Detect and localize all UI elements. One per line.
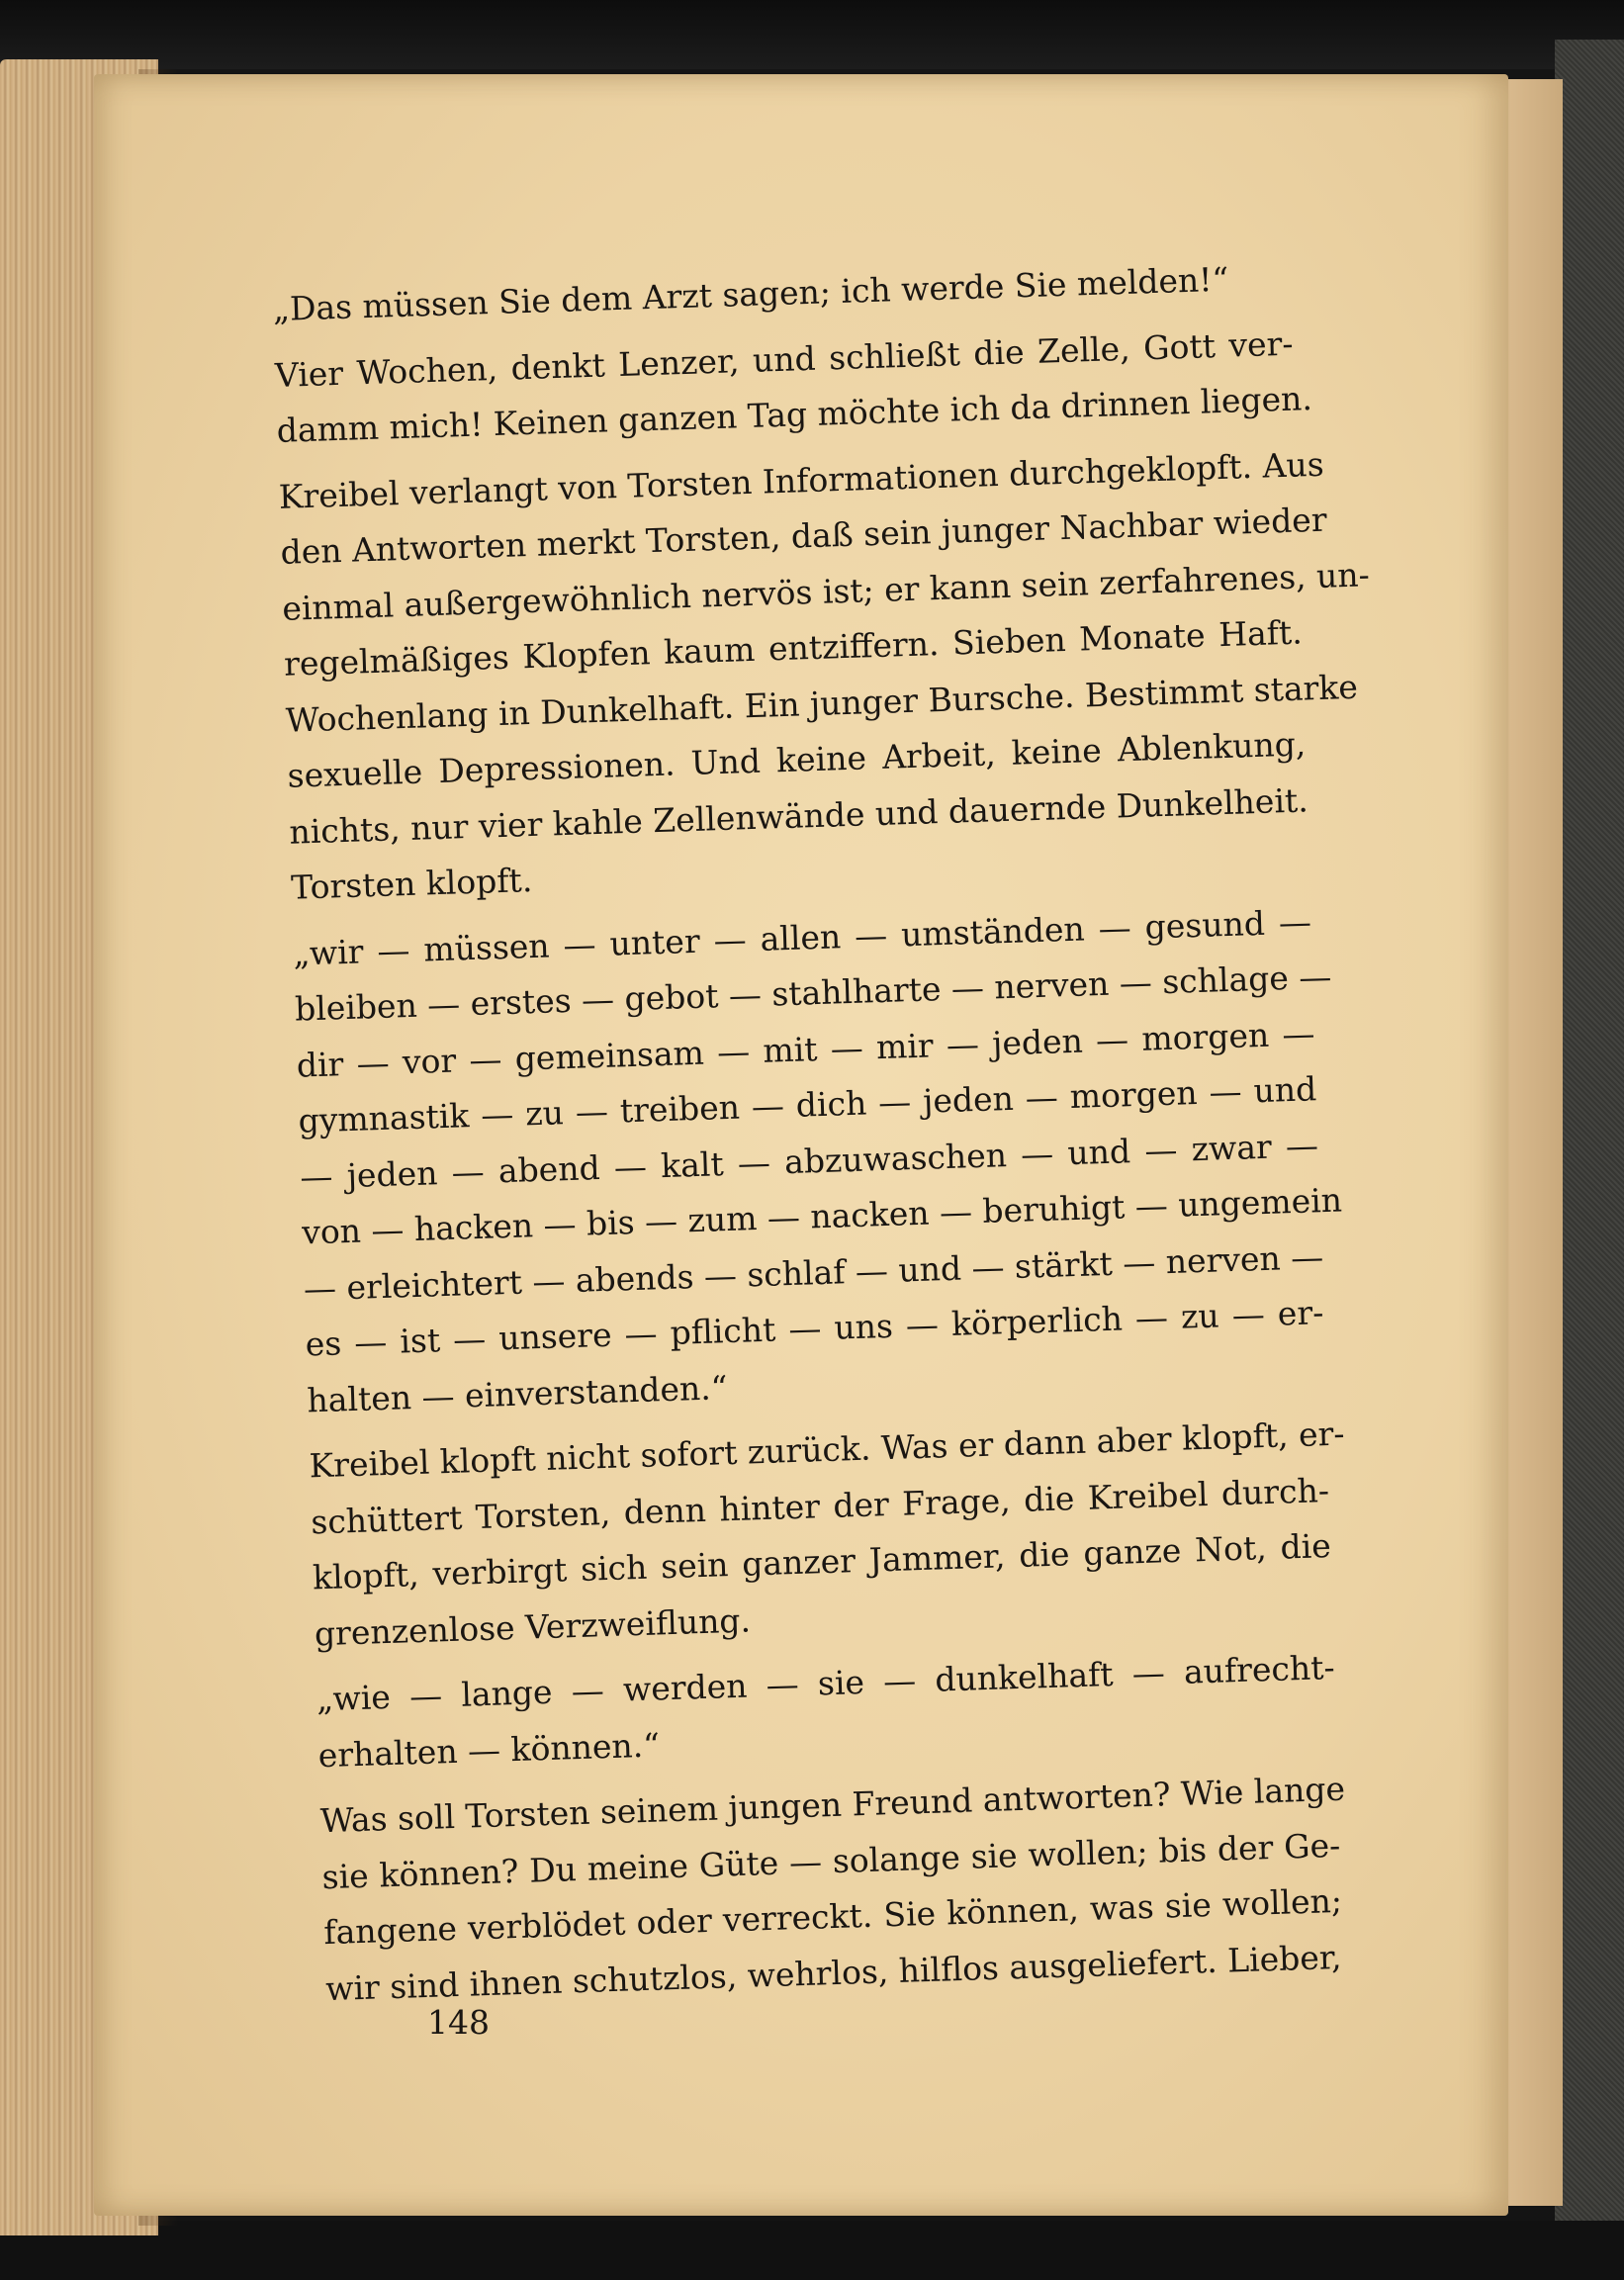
text-line: „Das müssen Sie dem Arzt sagen; ich werde Sie melden!“ — [272, 259, 1229, 328]
text-line: „wie — lange — werden — sie — dunkelhaft — aufrecht- — [316, 1647, 1336, 1719]
paragraph — [278, 432, 1459, 916]
text-line: klopft, verbirgt sich sein ganzer Jammer, die ganze Not, die — [312, 1526, 1332, 1597]
text-line: Wochenlang in Dunkelhaft. Ein junger Bursche. Bestimmt starke — [285, 667, 1359, 740]
text-line: wir sind ihnen schutzlos, wehrlos, hilflos ausgeliefert. Lieber, — [324, 1937, 1343, 2008]
text-line: Kreibel verlangt von Torsten Informationen durchgeklopft. Aus — [278, 444, 1325, 516]
paragraph — [319, 1757, 1493, 2017]
text-line: einmal außergewöhnlich nervös ist; er kann sein zerfahrenes, un- — [281, 554, 1371, 628]
text-line: dir — vor — gemeinsam — mit — mir — jeden — morgen — — [296, 1013, 1315, 1085]
text-line: Vier Wochen, denkt Lenzer, und schließt die Zelle, Gott ver- — [274, 323, 1295, 395]
text-line: es — ist — unsere — pflicht — uns — körperlich — zu — er- — [305, 1293, 1324, 1364]
page-text — [272, 245, 1493, 2017]
text-line: — erleichtert — abends — schlaf — und — stärkt — nerven — — [303, 1236, 1324, 1308]
book-cover-top-edge — [0, 0, 1624, 69]
book-cover-right-edge — [1555, 40, 1624, 2226]
text-line: bleiben — erstes — gebot — stahlharte — nerven — schlage — — [294, 957, 1332, 1029]
text-line: sie können? Du meine Güte — solange sie wollen; bis der Ge- — [321, 1825, 1341, 1896]
text-line: erhalten — können.“ — [317, 1724, 661, 1775]
text-line: fangene verblödet oder verreckt. Sie können, was sie wollen; — [322, 1880, 1343, 1953]
text-line: Was soll Torsten seinem jungen Freund antworten? Wie lange — [319, 1769, 1346, 1841]
page-number: 148 — [427, 2003, 490, 2042]
text-line: regelmäßiges Klopfen kaum entziffern. Sieben Monate Haft. — [283, 612, 1304, 684]
text-line: Torsten klopft. — [290, 861, 533, 907]
text-line: nichts, nur vier kahle Zellenwände und dauernde Dunkelheit. — [288, 779, 1309, 852]
text-line: grenzenlose Verzweiflung. — [314, 1599, 752, 1653]
book-cover-bottom-edge — [0, 2221, 1624, 2280]
text-line: „wir — müssen — unter — allen — umständen — gesund — — [292, 901, 1312, 973]
paragraph — [309, 1402, 1483, 1662]
text-line: sexuelle Depressionen. Und keine Arbeit, keine Ablenkung, — [287, 724, 1307, 795]
text-line: — jeden — abend — kalt — abzuwaschen — und — zwar — — [299, 1125, 1319, 1197]
text-line: von — hacken — bis — zum — nacken — beruhigt — ungemein — [301, 1180, 1343, 1252]
text-line: halten — einverstanden.“ — [306, 1367, 729, 1419]
text-line: damm mich! Keinen ganzen Tag möchte ich da drinnen liegen. — [276, 379, 1313, 450]
paragraph — [292, 889, 1474, 1428]
text-line: Kreibel klopft nicht sofort zurück. Was er dann aber klopft, er- — [309, 1414, 1346, 1486]
text-line: schüttert Torsten, denn hinter der Frage, die Kreibel durch- — [310, 1470, 1330, 1541]
text-line: den Antworten merkt Torsten, daß sein junger Nachbar wieder — [279, 500, 1328, 572]
text-line: gymnastik — zu — treiben — dich — jeden — morgen — und — [298, 1069, 1317, 1140]
